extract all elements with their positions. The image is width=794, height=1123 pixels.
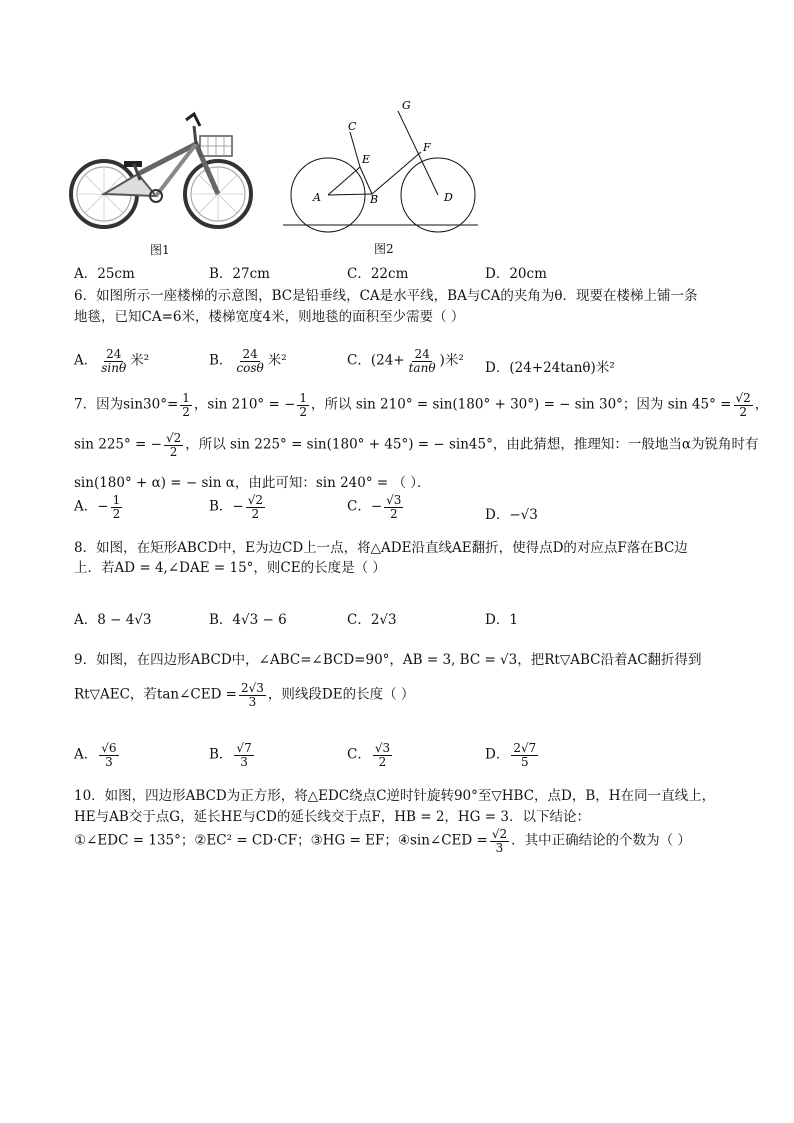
q8-text-line1: 8．如图，在矩形ABCD中，E为边CD上一点，将△ADE沿直线AE翻折，使得点D的对应点F落在BC边 [74,540,688,556]
label-F: F [423,141,431,154]
q5-option-d[interactable]: D．20cm [485,266,547,282]
label-E: E [362,153,371,166]
label-G: G [402,99,411,112]
q9-text-line2: Rt▽AEC，若tan∠CED = $\frac{2√3}{3}$ ，则线段DE的长度（ ） [74,681,415,709]
q6-option-a[interactable]: A． $\frac{24}{\sin\theta}$ 米² [74,347,150,375]
q7-text-line2: sin 225° = − $\frac{√2}{2}$ ，所以 sin 225° = sin(180° + 45°) = − sin45°，由此猜想，推理知：一般地当α为锐角时有 [74,431,759,459]
q7-option-c[interactable]: C．− $\frac{√3}{2}$ [347,493,402,521]
geometry-drawing [280,95,480,235]
q8-option-a[interactable]: A．8 − 4√3 [74,612,152,628]
label-A: A [313,191,321,204]
q5-option-c[interactable]: C．22cm [347,266,409,282]
q7-text-line3: sin(180° + α) = − sin α，由此可知：sin 240° = （ ）． [74,475,431,491]
q9-option-b[interactable]: B． $\frac{√7}{3}$ [209,741,252,769]
q7-text-line1: 7．因为sin30°= $\frac{1}{2}$ ，sin 210° = − $\frac{1}{2}$ ，所以 sin 210° = sin(180° + 30°) = − sin 30°；因为 sin 45° = $\frac{√2}{2}$ ， [74,391,769,419]
figure-2-diagram [280,95,480,235]
q10-text-line3: ①∠EDC = 135°；②EC² = CD·CF；③HG = EF；④sin∠CED = $\frac{√2}{3}$ ．其中正确结论的个数为（ ） [74,827,691,855]
q7-option-b[interactable]: B．− $\frac{√2}{2}$ [209,493,264,521]
q8-text-line2: 上．若AD = 4,∠DAE = 15°，则CE的长度是（ ） [74,560,386,576]
figure-1-bicycle [68,104,258,234]
q9-option-d[interactable]: D． $\frac{2√7}{5}$ [485,741,537,769]
label-C: C [348,120,357,133]
q7-option-a[interactable]: A．− $\frac{1}{2}$ [74,493,121,521]
fraction: $\frac{24}{\cos\theta}$ [236,347,264,375]
q9-option-a[interactable]: A． $\frac{√6}{3}$ [74,741,117,769]
q9-text-line1: 9．如图，在四边形ABCD中，∠ABC=∠BCD=90°，AB = 3, BC = √3，把Rt▽ABC沿着AC翻折得到 [74,652,702,668]
fraction: $\frac{24}{\sin\theta}$ [101,347,127,375]
figure-2-caption: 图2 [374,242,394,256]
q6-option-d[interactable]: D．(24+24tanθ)米² [485,360,615,376]
q6-option-c[interactable]: C．(24+ $\frac{24}{\tan\theta}$ )米² [347,347,464,375]
label-B: B [370,193,379,206]
q6-option-b[interactable]: B． $\frac{24}{\cos\theta}$ 米² [209,347,287,375]
q9-option-c[interactable]: C． $\frac{√3}{2}$ [347,741,391,769]
fraction: $\frac{24}{\tan\theta}$ [408,347,436,375]
q5-option-a[interactable]: A．25cm [74,266,135,282]
bicycle-drawing [68,104,258,234]
q8-option-c[interactable]: C．2√3 [347,612,397,628]
q8-option-b[interactable]: B．4√3 − 6 [209,612,287,628]
q6-text-line2: 地毯，已知CA=6米，楼梯宽度4米，则地毯的面积至少需要（ ） [74,309,465,325]
q5-option-b[interactable]: B．27cm [209,266,270,282]
figure-1-caption: 图1 [150,243,170,257]
q7-option-d[interactable]: D．−√3 [485,507,538,523]
q8-option-d[interactable]: D．1 [485,612,518,628]
q6-text-line1: 6．如图所示一座楼梯的示意图，BC是铅垂线，CA是水平线，BA与CA的夹角为θ．现要在楼梯上铺一条 [74,288,698,304]
q10-text-line1: 10．如图，四边形ABCD为正方形，将△EDC绕点C逆时针旋转90°至▽HBC，点D，B，H在同一直线上， [74,788,716,804]
label-D: D [444,191,453,204]
q10-text-line2: HE与AB交于点G，延长HE与CD的延长线交于点F，HB = 2，HG = 3．以下结论： [74,809,590,825]
